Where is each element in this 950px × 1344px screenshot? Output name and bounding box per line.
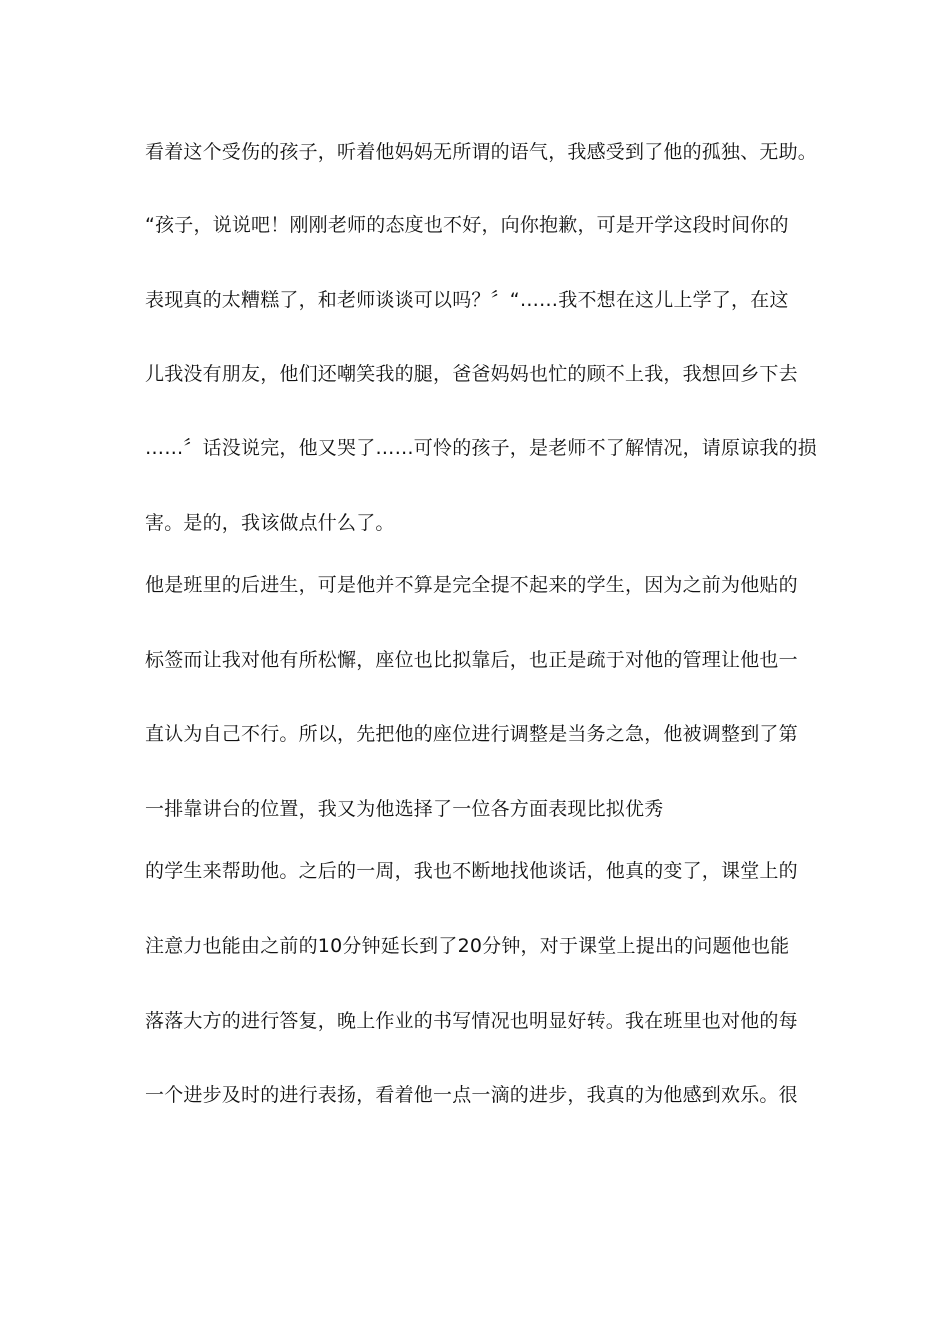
text-line-3: 表现真的太糟糕了，和老师谈谈可以吗？〞“……我不想在这儿上学了，在这 bbox=[145, 289, 789, 311]
text-line-12: 注意力也能由之前的10分钟延长到了20分钟，对于课堂上提出的问题他也能 bbox=[145, 935, 790, 957]
text-line-11: 的学生来帮助他。之后的一周，我也不断地找他谈话，他真的变了，课堂上的 bbox=[145, 860, 798, 882]
text-line-2: “孩子，说说吧！刚刚老师的态度也不好，向你抱歉，可是开学这段时间你的 bbox=[145, 214, 789, 236]
text-line-14: 一个进步及时的进行表扬，看着他一点一滴的进步，我真的为他感到欢乐。很 bbox=[145, 1084, 798, 1106]
text-line-4: 儿我没有朋友，他们还嘲笑我的腿，爸爸妈妈也忙的顾不上我，我想回乡下去 bbox=[145, 363, 798, 385]
text-line-13: 落落大方的进行答复，晚上作业的书写情况也明显好转。我在班里也对他的每 bbox=[145, 1010, 798, 1032]
text-line-10: 一排靠讲台的位置，我又为他选择了一位各方面表现比拟优秀 bbox=[145, 798, 664, 820]
text-line-8: 标签而让我对他有所松懈，座位也比拟靠后，也正是疏于对他的管理让他也一 bbox=[145, 649, 798, 671]
text-line-6: 害。是的，我该做点什么了。 bbox=[145, 512, 395, 534]
text-line-7: 他是班里的后进生，可是他并不算是完全提不起来的学生，因为之前为他贴的 bbox=[145, 574, 798, 596]
text-line-5: ……〞话没说完，他又哭了……可怜的孩子，是老师不了解情况，请原谅我的损 bbox=[145, 437, 818, 459]
text-line-1: 看着这个受伤的孩子，听着他妈妈无所谓的语气，我感受到了他的孤独、无助。 bbox=[145, 141, 818, 163]
text-line-9: 直认为自己不行。所以，先把他的座位进行调整是当务之急，他被调整到了第 bbox=[145, 723, 798, 745]
